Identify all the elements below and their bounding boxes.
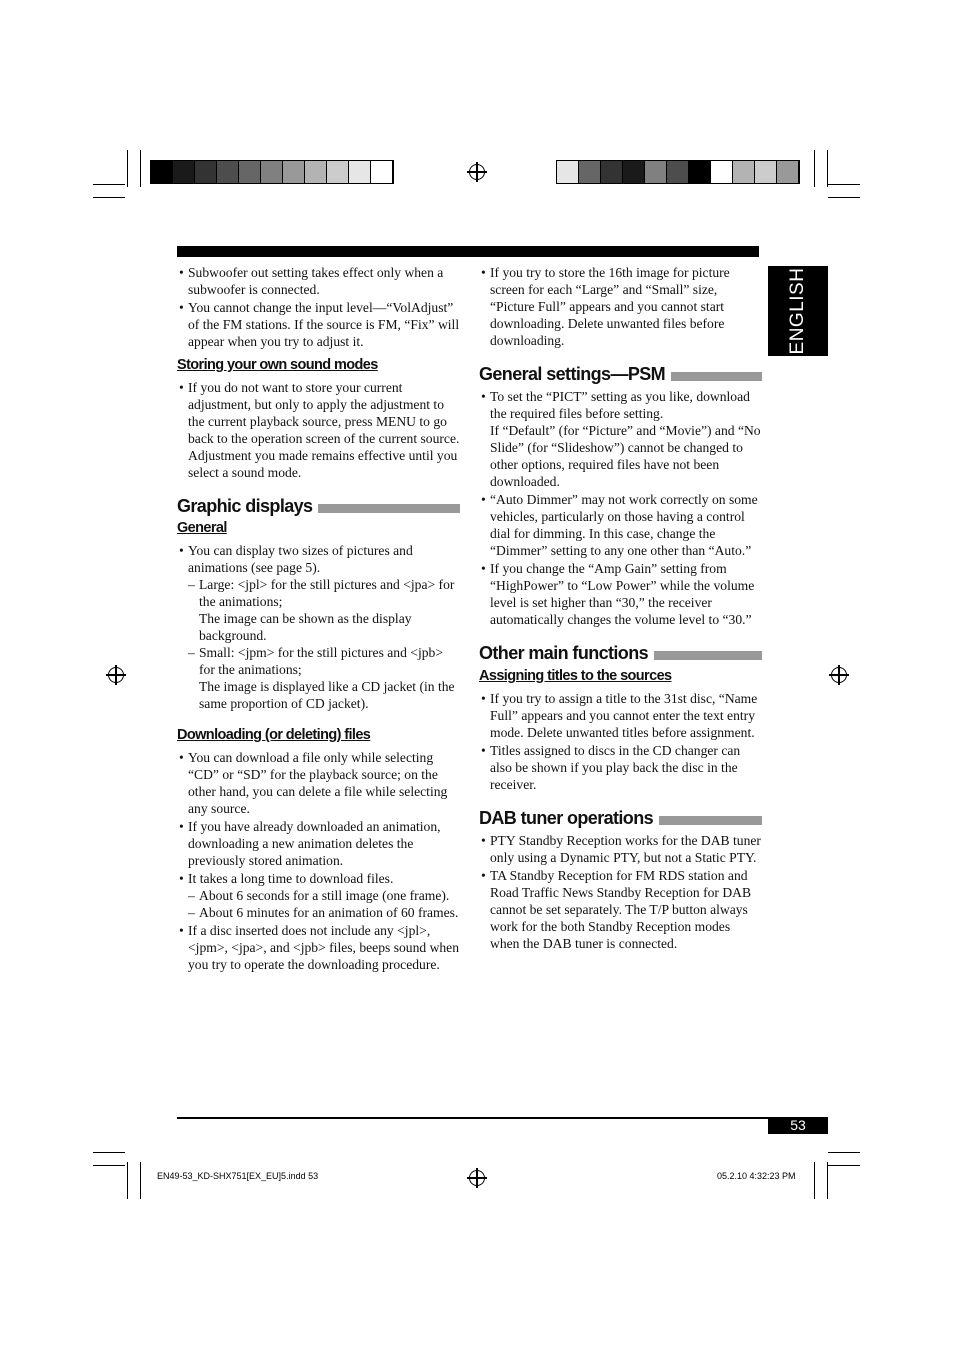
color-swatch [217,161,239,183]
header-rule [177,246,759,257]
list-item [177,542,460,712]
heading-text: Graphic displays [177,496,313,516]
dab-list [479,832,762,952]
list-item: • You cannot change the input level—“VolAdjust” of the FM stations. If the source is FM, “Fix” will appear when you try to adjust it. [177,299,460,350]
registration-mark-icon [831,667,847,683]
footer-filename: EN49-53_KD-SHX751[EX_EU]5.indd 53 [157,1171,319,1181]
crop-mark [828,1165,860,1166]
left-column [177,264,460,974]
list-item: – About 6 minutes for an animation of 60 frames. [188,904,460,921]
section-heading-graphic [177,498,460,515]
color-swatch [239,161,261,183]
footer-rule [177,1117,827,1119]
color-swatch [667,161,689,183]
list-item: • TA Standby Reception for FM RDS station and Road Traffic News Standby Reception for DAB cannot be set separately. The T/P button always work for the both Standby Reception modes when the DAB tuner is connected. [479,867,762,952]
crop-mark [827,150,828,187]
size-item-small [188,644,460,712]
page-number: 53 [768,1117,828,1134]
graphic-list [177,542,460,712]
list-item: • If you try to store the 16th image for picture screen for each “Large” and “Small” size, “Picture Full” appears and you cannot start downloading. Delete unwanted files before downloading. [479,264,762,349]
crop-mark [93,1152,125,1153]
intro-list [479,264,762,349]
time-list [188,887,460,921]
crop-mark [93,184,125,185]
crop-mark [814,150,815,187]
item-text: • You can display two sizes of pictures and animations (see page 5). [188,543,413,575]
item-note: The image can be shown as the display background. [199,611,412,643]
list-item: • If you do not want to store your current adjustment, but only to apply the adjustment to the current playback source, press MENU to go back to the operation screen of the current source. Adjustment you made remains effective until you select a sound mode. [177,379,460,481]
color-swatch [371,161,393,183]
color-swatch [305,161,327,183]
color-swatch [711,161,733,183]
heading-text: General settings—PSM [479,364,666,384]
heading-text: DAB tuner operations [479,808,654,828]
item-text: If “Default” (for “Picture” and “Movie”) and “No Slide” (for “Slideshow”) cannot be changed to other options, required files have not been downloaded. [490,423,761,489]
footer-timestamp: 05.2.10 4:32:23 PM [717,1171,796,1181]
color-swatch [173,161,195,183]
size-item-large [188,576,460,644]
color-swatch [689,161,711,183]
section-heading-storing: Storing your own sound modes [177,357,378,373]
color-swatch [579,161,601,183]
crop-mark [814,1162,815,1199]
color-swatch [623,161,645,183]
color-swatch [195,161,217,183]
color-swatch [327,161,349,183]
assigning-list [479,690,762,793]
item-text: – Large: <jpl> for the still pictures and <jpa> for the animations; [199,577,455,609]
item-text: • To set the “PICT” setting as you like, download the required files before setting. [490,389,750,421]
section-heading-other [479,645,762,662]
section-heading-psm [479,366,762,383]
subheading-assigning: Assigning titles to the sources [479,668,672,684]
heading-text: Other main functions [479,643,649,663]
list-item: • Titles assigned to discs in the CD changer can also be shown if you play back the disc in the receiver. [479,742,762,793]
heading-bar [318,504,460,513]
crop-mark [127,150,128,187]
color-swatch [601,161,623,183]
color-swatch [151,161,173,183]
right-column [479,264,762,953]
list-item: • If you change the “Amp Gain” setting from “HighPower” to “Low Power” while the volume level is set higher than “30,” the receiver automatically changes the volume level to “30.” [479,560,762,628]
crop-mark [828,1152,860,1153]
list-item [479,388,762,490]
list-item: • Subwoofer out setting takes effect only when a subwoofer is connected. [177,264,460,298]
psm-list [479,388,762,628]
crop-mark [127,1162,128,1199]
color-swatch [733,161,755,183]
color-swatch [755,161,777,183]
heading-bar [654,651,762,660]
registration-mark-icon [469,164,485,180]
heading-bar [671,372,762,381]
color-swatch [349,161,371,183]
item-text: – Small: <jpm> for the still pictures and <jpb> for the animations; [199,645,443,677]
list-item: • If you have already downloaded an animation, downloading a new animation deletes the previously stored animation. [177,818,460,869]
color-swatch [283,161,305,183]
language-tab [768,266,828,356]
crop-mark [93,1165,125,1166]
crop-mark [93,197,125,198]
heading-bar [659,816,762,825]
color-swatch [777,161,799,183]
list-item: • If a disc inserted does not include any <jpl>, <jpm>, <jpa>, and <jpb> files, beeps sound when you try to operate the downloading procedure. [177,922,460,973]
crop-mark [827,1162,828,1199]
color-swatch [261,161,283,183]
crop-mark [140,1162,141,1199]
list-item: • You can download a file only while selecting “CD” or “SD” for the playback source; on the other hand, you can delete a file while selecting any source. [177,749,460,817]
list-item: – About 6 seconds for a still image (one frame). [188,887,460,904]
registration-mark-icon [469,1170,485,1186]
item-note: The image is displayed like a CD jacket (in the same proportion of CD jacket). [199,679,455,711]
item-text: • It takes a long time to download files. [188,871,394,886]
color-swatch [645,161,667,183]
color-swatch [557,161,579,183]
list-item: • If you try to assign a title to the 31st disc, “Name Full” appears and you cannot enter the text entry mode. Delete unwanted titles before assignment. [479,690,762,741]
color-bar-left [150,160,394,184]
crop-mark [140,150,141,187]
storing-list [177,379,460,481]
language-label: ENGLISH [787,267,808,355]
color-bar-right [556,160,800,184]
crop-mark [828,197,860,198]
subheading-general: General [177,520,227,536]
list-item [177,870,460,921]
crop-mark [828,184,860,185]
registration-mark-icon [108,667,124,683]
section-heading-dab [479,810,762,827]
subheading-downloading: Downloading (or deleting) files [177,727,371,743]
size-list [188,576,460,712]
intro-list [177,264,460,350]
downloading-list [177,749,460,973]
list-item: • PTY Standby Reception works for the DAB tuner only using a Dynamic PTY, but not a Static PTY. [479,832,762,866]
list-item: • “Auto Dimmer” may not work correctly on some vehicles, particularly on those having a control dial for dimming. In this case, change the “Dimmer” setting to any one other than “Auto.” [479,491,762,559]
